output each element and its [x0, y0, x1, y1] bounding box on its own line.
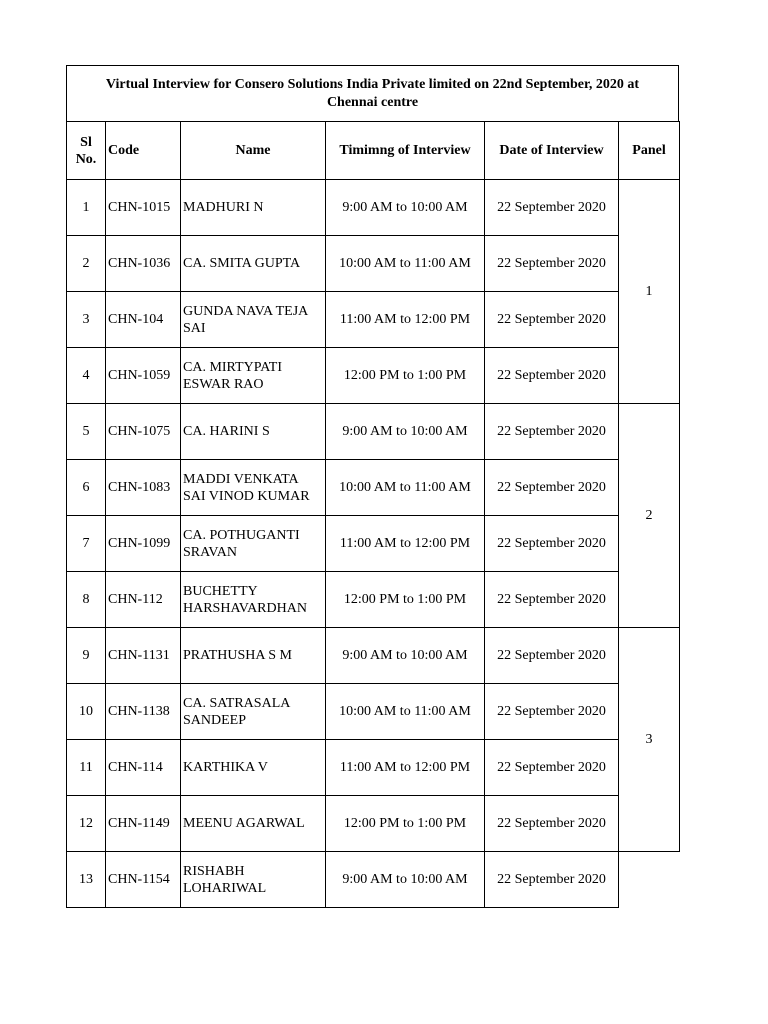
table-header-row	[67, 122, 680, 180]
cell-sl: 3	[67, 292, 106, 348]
document-title: Virtual Interview for Consero Solutions India Private limited on 22nd September, 2020 at Chennai centre	[66, 65, 679, 122]
cell-sl: 4	[67, 348, 106, 404]
cell-sl: 11	[67, 740, 106, 796]
cell-code: CHN-1099	[106, 516, 181, 572]
cell-date: 22 September 2020	[485, 516, 619, 572]
interview-schedule-sheet	[66, 65, 679, 908]
cell-name: KARTHIKA V	[181, 740, 326, 796]
cell-code: CHN-1036	[106, 236, 181, 292]
cell-date: 22 September 2020	[485, 236, 619, 292]
cell-code: CHN-114	[106, 740, 181, 796]
cell-date: 22 September 2020	[485, 852, 619, 908]
table-row	[67, 740, 680, 796]
table-row	[67, 516, 680, 572]
header-code: Code	[106, 122, 181, 180]
cell-date: 22 September 2020	[485, 292, 619, 348]
table-row	[67, 628, 680, 684]
cell-panel: 1	[619, 180, 680, 404]
cell-sl: 9	[67, 628, 106, 684]
table-row	[67, 404, 680, 460]
cell-date: 22 September 2020	[485, 180, 619, 236]
cell-date: 22 September 2020	[485, 740, 619, 796]
table-row	[67, 796, 680, 852]
cell-code: CHN-104	[106, 292, 181, 348]
cell-date: 22 September 2020	[485, 628, 619, 684]
cell-code: CHN-1149	[106, 796, 181, 852]
table-row	[67, 348, 680, 404]
table-row	[67, 572, 680, 628]
cell-name: MADDI VENKATA SAI VINOD KUMAR	[181, 460, 326, 516]
cell-name: PRATHUSHA S M	[181, 628, 326, 684]
cell-name: BUCHETTY HARSHAVARDHAN	[181, 572, 326, 628]
cell-code: CHN-1015	[106, 180, 181, 236]
cell-timing: 10:00 AM to 11:00 AM	[326, 460, 485, 516]
table-row	[67, 236, 680, 292]
cell-name: CA. MIRTYPATI ESWAR RAO	[181, 348, 326, 404]
cell-sl: 10	[67, 684, 106, 740]
cell-code: CHN-1059	[106, 348, 181, 404]
cell-panel-empty	[619, 852, 680, 908]
cell-timing: 12:00 PM to 1:00 PM	[326, 572, 485, 628]
header-date: Date of Interview	[485, 122, 619, 180]
cell-sl: 2	[67, 236, 106, 292]
cell-name: CA. POTHUGANTI SRAVAN	[181, 516, 326, 572]
cell-sl: 12	[67, 796, 106, 852]
cell-panel: 3	[619, 628, 680, 852]
table-row	[67, 852, 680, 908]
cell-code: CHN-1075	[106, 404, 181, 460]
cell-date: 22 September 2020	[485, 348, 619, 404]
cell-date: 22 September 2020	[485, 460, 619, 516]
cell-timing: 9:00 AM to 10:00 AM	[326, 628, 485, 684]
cell-sl: 1	[67, 180, 106, 236]
cell-name: CA. SMITA GUPTA	[181, 236, 326, 292]
cell-code: CHN-1131	[106, 628, 181, 684]
cell-sl: 5	[67, 404, 106, 460]
cell-code: CHN-1154	[106, 852, 181, 908]
cell-date: 22 September 2020	[485, 404, 619, 460]
cell-code: CHN-112	[106, 572, 181, 628]
cell-name: CA. SATRASALA SANDEEP	[181, 684, 326, 740]
cell-panel: 2	[619, 404, 680, 628]
table-row	[67, 460, 680, 516]
cell-date: 22 September 2020	[485, 572, 619, 628]
cell-timing: 12:00 PM to 1:00 PM	[326, 796, 485, 852]
cell-sl: 6	[67, 460, 106, 516]
cell-name: RISHABH LOHARIWAL	[181, 852, 326, 908]
cell-name: GUNDA NAVA TEJA SAI	[181, 292, 326, 348]
table-row	[67, 180, 680, 236]
cell-name: CA. HARINI S	[181, 404, 326, 460]
cell-sl: 13	[67, 852, 106, 908]
header-sl-no: Sl No.	[67, 122, 106, 180]
header-panel: Panel	[619, 122, 680, 180]
cell-code: CHN-1138	[106, 684, 181, 740]
cell-name: MEENU AGARWAL	[181, 796, 326, 852]
cell-timing: 9:00 AM to 10:00 AM	[326, 852, 485, 908]
cell-date: 22 September 2020	[485, 684, 619, 740]
cell-timing: 9:00 AM to 10:00 AM	[326, 404, 485, 460]
cell-timing: 12:00 PM to 1:00 PM	[326, 348, 485, 404]
cell-date: 22 September 2020	[485, 796, 619, 852]
cell-name: MADHURI N	[181, 180, 326, 236]
table-row	[67, 292, 680, 348]
table-row	[67, 684, 680, 740]
header-timing: Timimng of Interview	[326, 122, 485, 180]
header-name: Name	[181, 122, 326, 180]
cell-code: CHN-1083	[106, 460, 181, 516]
schedule-table	[66, 121, 680, 908]
cell-timing: 10:00 AM to 11:00 AM	[326, 236, 485, 292]
cell-timing: 11:00 AM to 12:00 PM	[326, 516, 485, 572]
cell-timing: 9:00 AM to 10:00 AM	[326, 180, 485, 236]
cell-timing: 11:00 AM to 12:00 PM	[326, 292, 485, 348]
cell-timing: 11:00 AM to 12:00 PM	[326, 740, 485, 796]
cell-sl: 7	[67, 516, 106, 572]
cell-sl: 8	[67, 572, 106, 628]
cell-timing: 10:00 AM to 11:00 AM	[326, 684, 485, 740]
